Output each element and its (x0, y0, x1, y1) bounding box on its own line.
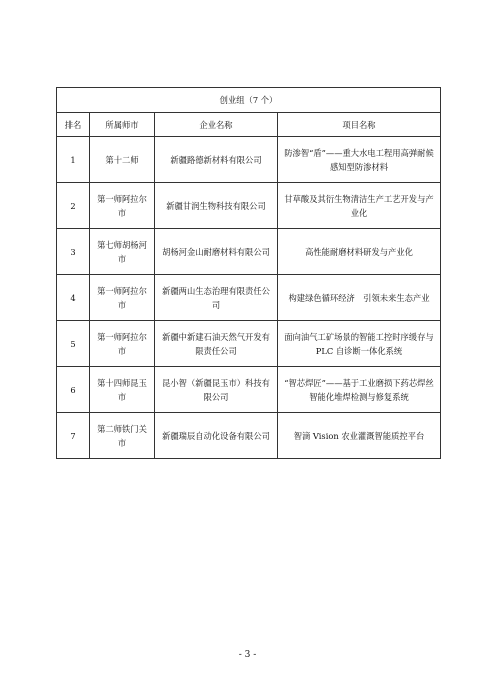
award-table (56, 87, 441, 459)
division-cell: 第十二师 (90, 137, 155, 183)
company-cell: 昆小智（新疆昆玉市）科技有限公司 (155, 367, 278, 413)
header-rank: 排名 (57, 113, 90, 137)
rank-cell: 4 (57, 275, 90, 321)
rank-cell: 6 (57, 367, 90, 413)
company-cell: 新疆瑞辰自动化设备有限公司 (155, 413, 278, 459)
rank-cell: 1 (57, 137, 90, 183)
company-cell: 新疆中新建石油天然气开发有限责任公司 (155, 321, 278, 367)
group-title: 创业组（7 个） (57, 88, 441, 113)
project-cell: 甘草酸及其衍生物清洁生产工艺开发与产业化 (278, 183, 441, 229)
project-cell: 面向油气工矿场景的智能工控时序缓存与 PLC 自诊断一体化系统 (278, 321, 441, 367)
division-cell: 第一师阿拉尔市 (90, 321, 155, 367)
division-cell: 第二师铁门关市 (90, 413, 155, 459)
header-project: 项目名称 (278, 113, 441, 137)
header-division: 所属师市 (90, 113, 155, 137)
company-cell: 新疆甘润生物科技有限公司 (155, 183, 278, 229)
table-row (57, 229, 441, 275)
division-cell: 第七师胡杨河市 (90, 229, 155, 275)
table-row (57, 367, 441, 413)
project-cell: 智滴 Vision 农业灌溉智能质控平台 (278, 413, 441, 459)
table-row (57, 321, 441, 367)
rank-cell: 2 (57, 183, 90, 229)
company-cell: 新疆两山生态治理有限责任公司 (155, 275, 278, 321)
division-cell: 第十四师昆玉市 (90, 367, 155, 413)
project-cell: 防渗智“盾”——重大水电工程用高弹耐候感知型防渗材料 (278, 137, 441, 183)
group-title-row (57, 88, 441, 113)
table-row (57, 183, 441, 229)
project-cell: 高性能耐磨材料研发与产业化 (278, 229, 441, 275)
company-cell: 胡杨河金山耐磨材料有限公司 (155, 229, 278, 275)
company-cell: 新疆路德新材料有限公司 (155, 137, 278, 183)
table-row (57, 137, 441, 183)
rank-cell: 3 (57, 229, 90, 275)
division-cell: 第一师阿拉尔市 (90, 183, 155, 229)
header-company: 企业名称 (155, 113, 278, 137)
table-row (57, 275, 441, 321)
division-cell: 第一师阿拉尔市 (90, 275, 155, 321)
project-cell: 构建绿色循环经济 引领未来生态产业 (278, 275, 441, 321)
table-header-row (57, 113, 441, 137)
table-row (57, 413, 441, 459)
rank-cell: 5 (57, 321, 90, 367)
project-cell: “智芯焊匠”——基于工业磨损下药芯焊丝智能化堆焊检测与修复系统 (278, 367, 441, 413)
rank-cell: 7 (57, 413, 90, 459)
page-number: - 3 - (238, 650, 257, 660)
